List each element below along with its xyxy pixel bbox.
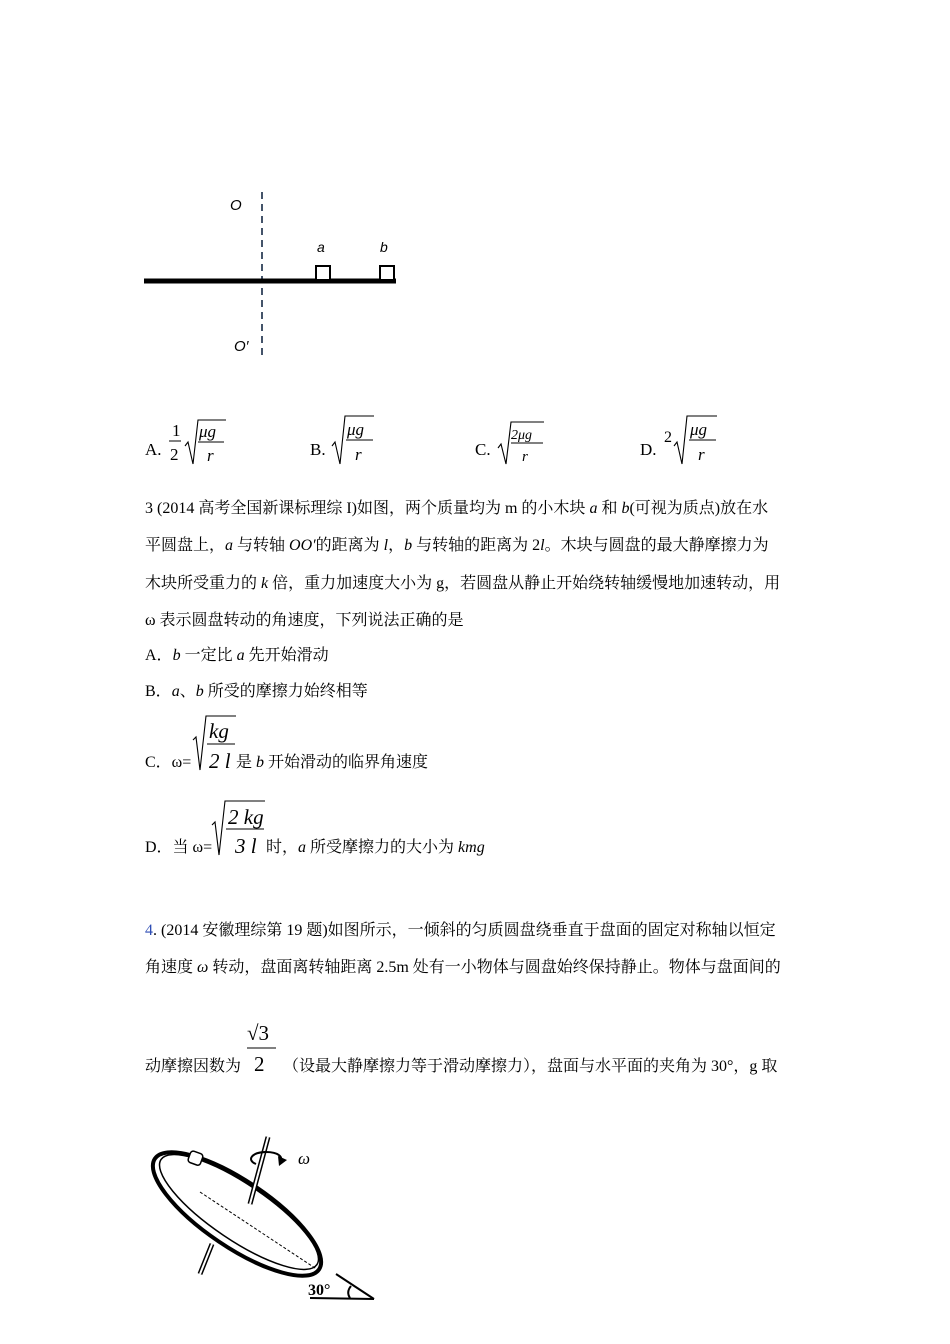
option-d-formula — [660, 410, 725, 470]
option-b-label: B. — [310, 440, 326, 459]
figure-disk-axis — [140, 185, 420, 360]
q4-line-2: 角速度 ω 转动，盘面离转轴距离 2.5m 处有一小物体与圆盘始终保持静止。物体与盘面间的 — [145, 959, 781, 976]
label-o: O — [230, 197, 242, 214]
figure-tilted-disk — [140, 1132, 410, 1312]
svg-text:μg: μg — [690, 420, 708, 439]
incline-line — [336, 1274, 374, 1299]
q4-line-3-text: （设最大静摩擦力等于滑动摩擦力），盘面与水平面的夹角为 30°，g 取 — [283, 1058, 778, 1075]
svg-text:2 l: 2 l — [209, 749, 231, 773]
svg-text:μg: μg — [347, 420, 365, 439]
svg-text:3 l: 3 l — [235, 834, 257, 858]
q3-line-2: 平圆盘上，a 与转轴 OO′的距离为 l，b 与转轴的距离为 2l。木块与圆盘的最大静摩擦力为 — [145, 537, 769, 554]
label-omega: ω — [298, 1149, 311, 1168]
option-c-formula — [494, 412, 554, 470]
label-a: a — [317, 239, 325, 255]
svg-text:r: r — [207, 446, 214, 465]
q3-option-c-formula — [190, 712, 240, 774]
angle-arc — [348, 1286, 351, 1298]
svg-text:1: 1 — [172, 421, 181, 440]
option-a-label: A. — [145, 440, 162, 459]
svg-text:2: 2 — [170, 445, 179, 464]
q3-option-d-formula — [209, 797, 269, 859]
option-d-label: D. — [640, 440, 657, 459]
label-angle: 30° — [308, 1282, 331, 1299]
option-b-formula — [328, 410, 388, 470]
svg-text:√3: √3 — [247, 1021, 270, 1045]
svg-text:2: 2 — [254, 1052, 265, 1076]
option-c-label: C. — [475, 440, 491, 459]
q3-line-4: ω 表示圆盘转动的角速度，下列说法正确的是 — [145, 612, 464, 629]
block-b — [380, 266, 394, 280]
q3-option-a: A．b 一定比 a 先开始滑动 — [145, 647, 329, 664]
q3-line-1: 3 (2014 高考全国新课标理综 I)如图，两个质量均为 m 的小木块 a 和 b(可视为质点)放在水 — [145, 500, 769, 517]
svg-text:r: r — [355, 445, 362, 464]
q3-line-3: 木块所受重力的 k 倍，重力加速度大小为 g，若圆盘从静止开始绕转轴缓慢地加速转动，用 — [145, 575, 781, 592]
svg-text:2μg: 2μg — [511, 428, 533, 443]
svg-text:r: r — [698, 445, 705, 464]
rotation-arrow-head — [278, 1156, 287, 1166]
svg-text:r: r — [522, 449, 528, 465]
q4-number: 4 — [145, 922, 153, 939]
svg-text:kg: kg — [209, 719, 229, 743]
q3-option-d-text: 时，a 所受摩擦力的大小为 kmg — [266, 839, 485, 856]
svg-text:μg: μg — [199, 422, 217, 441]
q4-fraction — [244, 1014, 280, 1076]
q4-line-1: 4. (2014 安徽理综第 19 题)如图所示，一倾斜的匀质圆盘绕垂直于盘面的固定对称轴以恒定 — [145, 922, 776, 939]
q3-option-b: B．a、b 所受的摩擦力始终相等 — [145, 683, 368, 700]
q3-option-c-text: 是 b 开始滑动的临界角速度 — [236, 754, 429, 771]
label-b: b — [380, 239, 388, 255]
rotation-arrow — [251, 1152, 281, 1164]
label-o-prime: O′ — [234, 338, 249, 355]
q3-option-d-prefix: D．当 ω= — [145, 839, 213, 856]
q4-line-3-prefix: 动摩擦因数为 — [145, 1058, 242, 1075]
svg-text:2: 2 — [664, 429, 672, 446]
option-a-formula — [166, 410, 236, 470]
axis-lower-inner — [200, 1244, 212, 1274]
svg-text:2 kg: 2 kg — [228, 805, 264, 829]
block-a — [316, 266, 330, 280]
q3-option-c-prefix: C．ω= — [145, 754, 192, 771]
